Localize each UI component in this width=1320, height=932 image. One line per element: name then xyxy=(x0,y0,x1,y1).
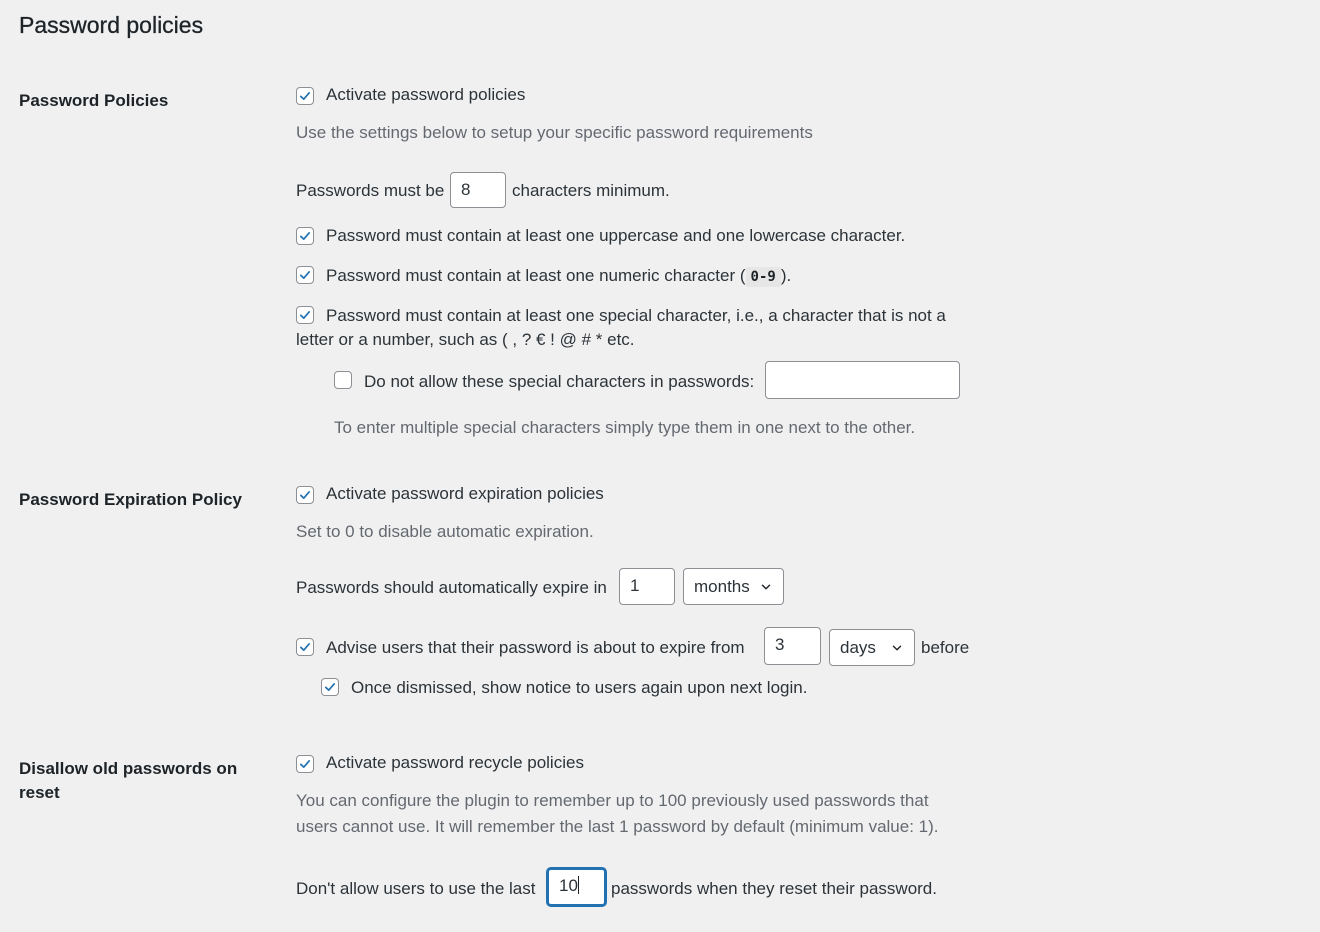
section-label-recycle: Disallow old passwords on reset xyxy=(19,759,238,802)
rule-numeric-prefix: Password must contain at least one numeric character ( xyxy=(326,266,746,285)
checkmark-icon xyxy=(298,640,312,654)
min-length-prefix: Passwords must be xyxy=(296,181,445,200)
advise-unit-value: days xyxy=(840,637,876,657)
rule-numeric-code: 0-9 xyxy=(746,267,781,287)
rule-special-checkbox[interactable] xyxy=(296,306,314,324)
section-label-expiration: Password Expiration Policy xyxy=(19,490,242,509)
notice-again-label[interactable]: Once dismissed, show notice to users again upon next login. xyxy=(351,678,808,697)
rule-case-label[interactable]: Password must contain at least one uppercase and one lowercase character. xyxy=(326,226,906,245)
checkmark-icon xyxy=(298,308,312,322)
last-passwords-prefix: Don't allow users to use the last xyxy=(296,879,536,898)
last-passwords-suffix: passwords when they reset their password. xyxy=(611,879,937,898)
chevron-down-icon xyxy=(890,641,904,655)
expire-value-input[interactable]: 1 xyxy=(619,568,675,605)
checkmark-icon xyxy=(323,680,337,694)
rule-special-line2: letter or a number, such as ( , ? € ! @ # * etc. xyxy=(296,330,635,349)
disallow-special-label[interactable]: Do not allow these special characters in passwords: xyxy=(364,372,755,391)
min-length-suffix: characters minimum. xyxy=(512,181,670,200)
disallow-special-checkbox[interactable] xyxy=(334,371,352,389)
rule-numeric-suffix: ). xyxy=(780,266,792,285)
advise-suffix: before xyxy=(921,638,970,657)
recycle-description-line1: You can configure the plugin to remember up to 100 previously used passwords that xyxy=(296,791,929,810)
advise-checkbox[interactable] xyxy=(296,638,314,656)
page-title: Password policies xyxy=(19,12,204,38)
rule-numeric-checkbox[interactable] xyxy=(296,266,314,284)
checkmark-icon xyxy=(298,89,312,103)
min-length-input[interactable]: 8 xyxy=(450,172,506,208)
recycle-description-line2: users cannot use. It will remember the last 1 password by default (minimum value: 1). xyxy=(296,817,939,836)
advise-prefix[interactable]: Advise users that their password is about to expire from xyxy=(326,638,745,657)
disallow-special-input[interactable] xyxy=(765,361,960,399)
section-label-password-policies: Password Policies xyxy=(19,91,169,110)
activate-expiration-checkbox[interactable] xyxy=(296,486,314,504)
advise-unit-select[interactable] xyxy=(829,629,915,666)
rule-special-line1[interactable]: Password must contain at least one special character, i.e., a character that is not a xyxy=(326,306,946,325)
expire-prefix: Passwords should automatically expire in xyxy=(296,578,607,597)
rule-numeric-label[interactable] xyxy=(326,264,791,289)
rule-case-checkbox[interactable] xyxy=(296,227,314,245)
policies-description: Use the settings below to setup your specific password requirements xyxy=(296,123,813,142)
activate-recycle-checkbox[interactable] xyxy=(296,755,314,773)
activate-policies-checkbox[interactable] xyxy=(296,87,314,105)
checkmark-icon xyxy=(298,229,312,243)
activate-recycle-label[interactable]: Activate password recycle policies xyxy=(326,753,584,772)
last-passwords-value: 10 xyxy=(559,876,578,895)
text-caret xyxy=(578,876,579,894)
notice-again-checkbox[interactable] xyxy=(321,678,339,696)
checkmark-icon xyxy=(298,757,312,771)
chevron-down-icon xyxy=(759,580,773,594)
checkmark-icon xyxy=(298,488,312,502)
last-passwords-input[interactable] xyxy=(547,868,606,906)
checkmark-icon xyxy=(298,268,312,282)
expire-unit-select[interactable] xyxy=(683,568,784,605)
disallow-special-help: To enter multiple special characters simply type them in one next to the other. xyxy=(334,418,916,437)
activate-expiration-label[interactable]: Activate password expiration policies xyxy=(326,484,604,503)
expiration-description: Set to 0 to disable automatic expiration. xyxy=(296,522,594,541)
expire-unit-value: months xyxy=(694,576,750,596)
advise-value-input[interactable]: 3 xyxy=(764,627,821,665)
activate-policies-label[interactable]: Activate password policies xyxy=(326,85,526,104)
